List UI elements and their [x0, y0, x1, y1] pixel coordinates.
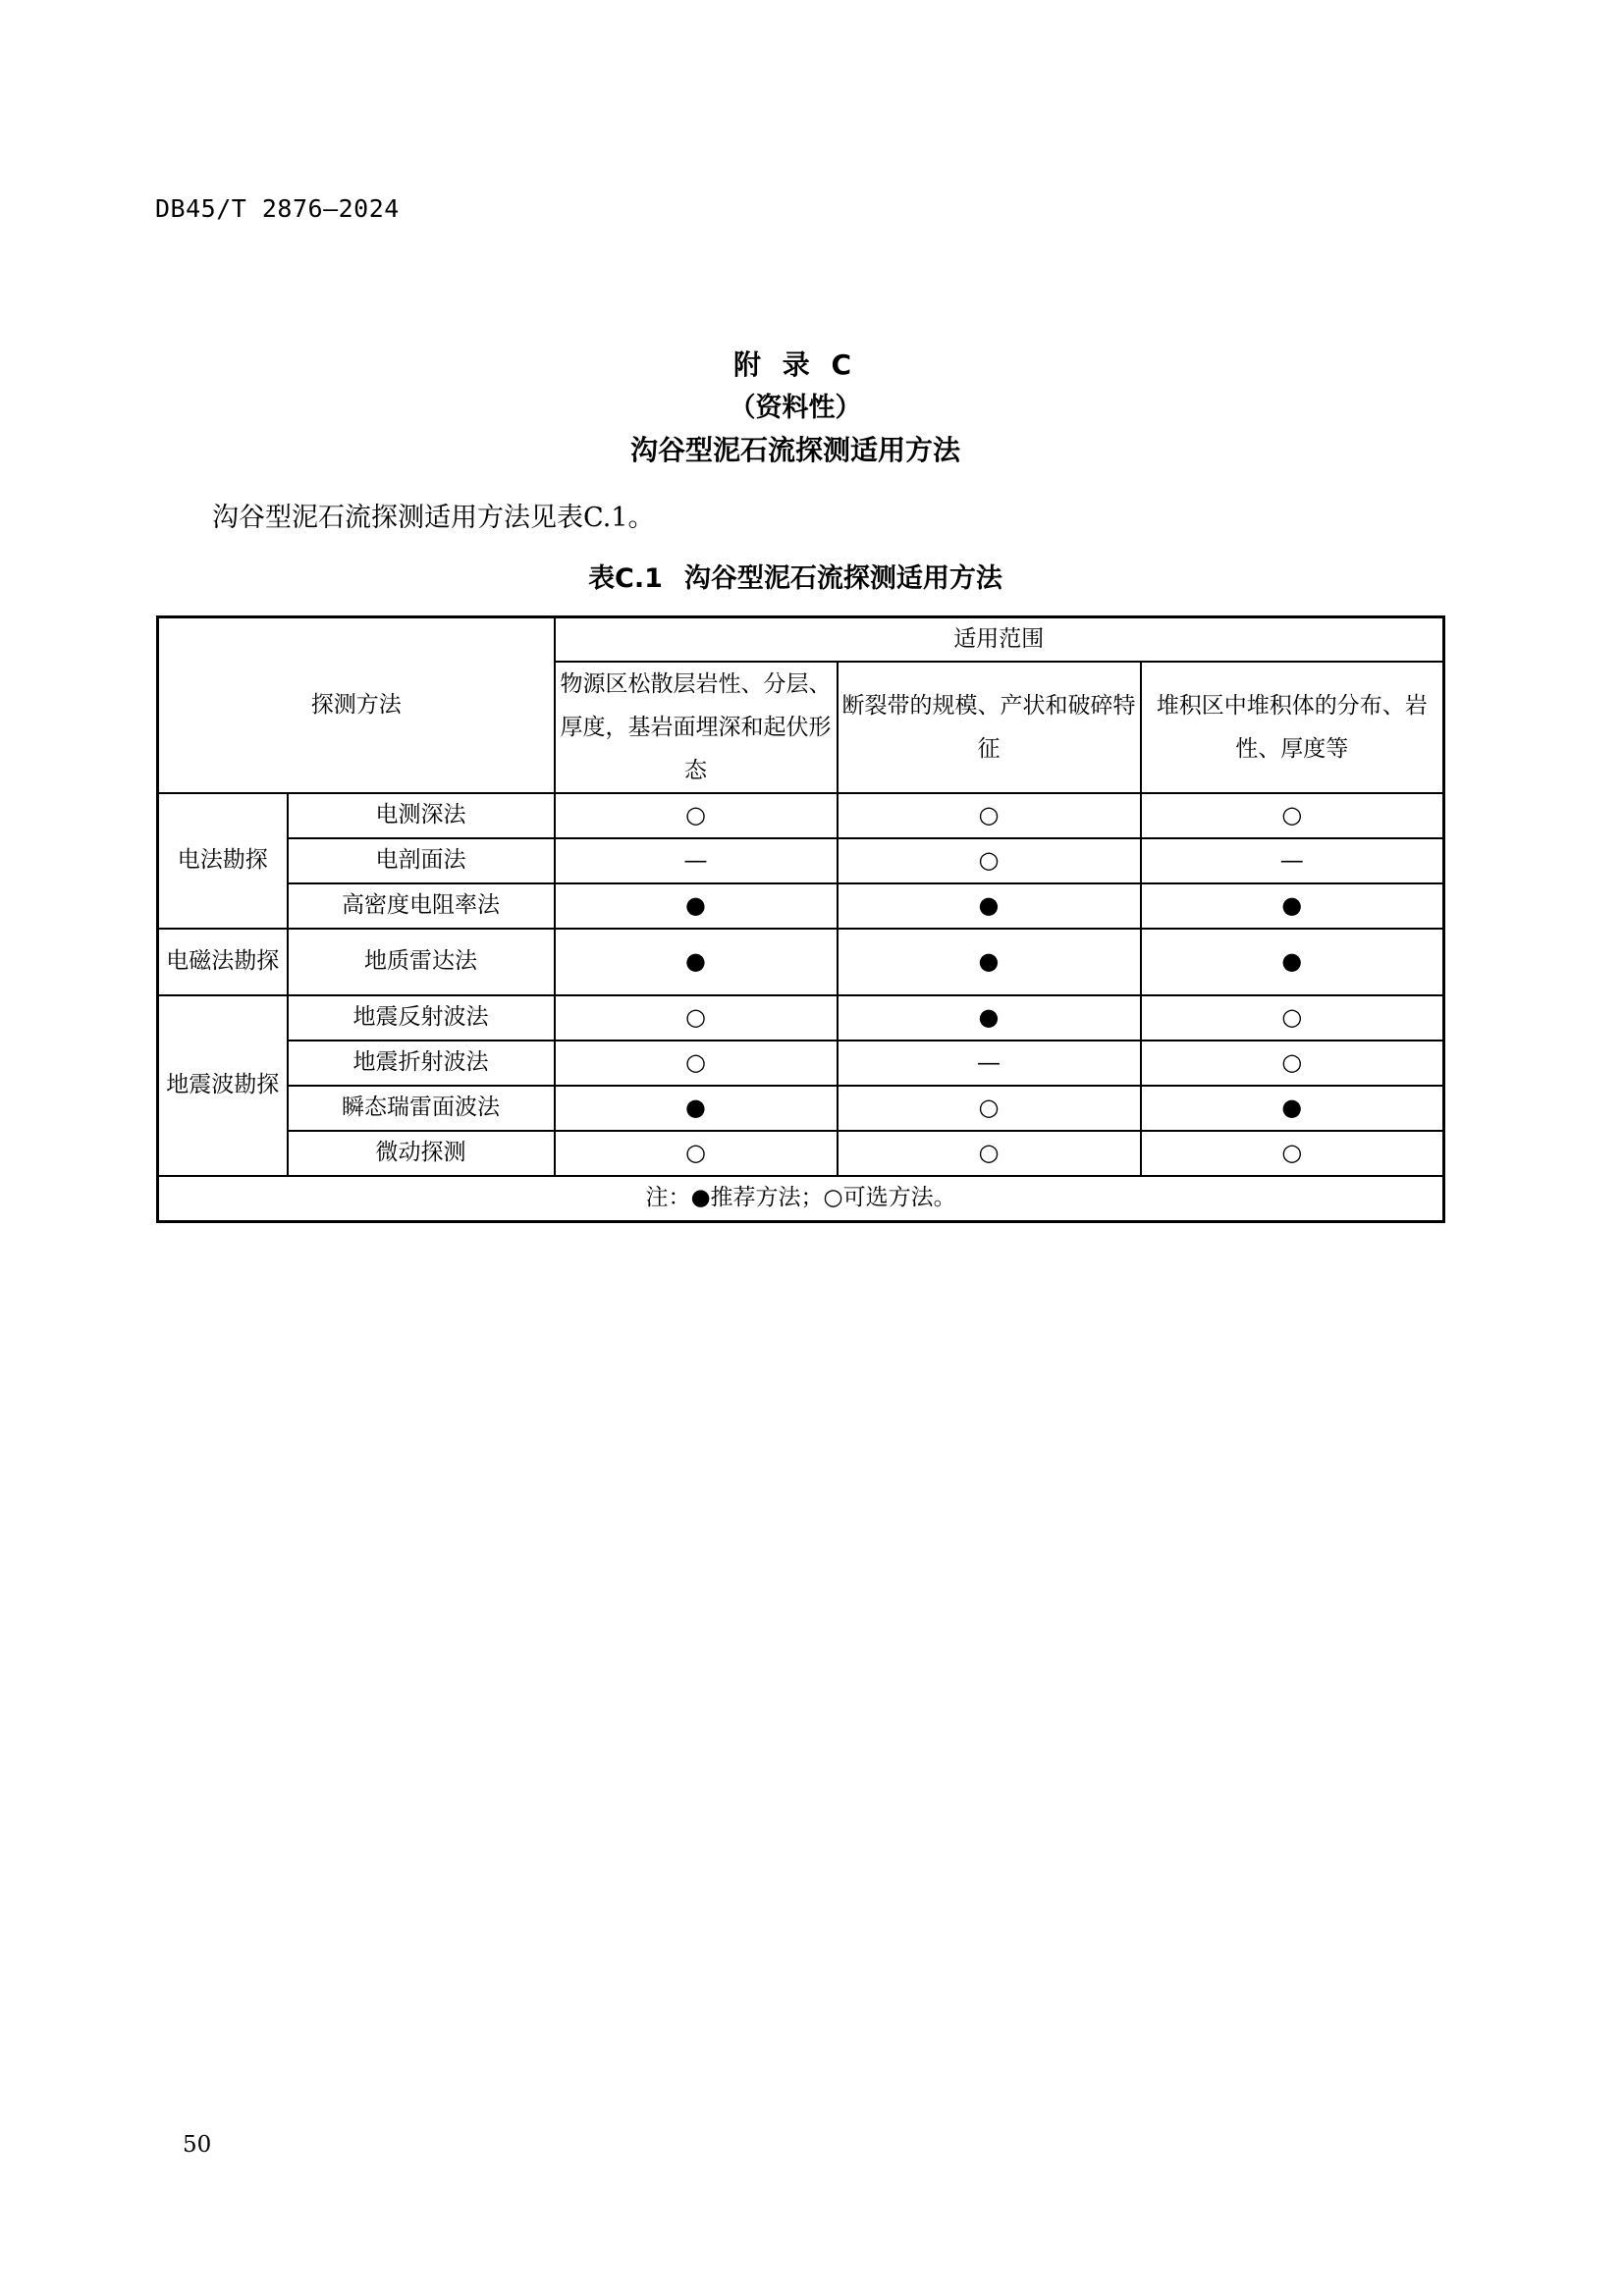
table-row	[158, 793, 1444, 838]
table-header-row	[158, 617, 1444, 663]
method-name: 高密度电阻率法	[288, 883, 555, 929]
symbol-cell: ○	[1141, 1131, 1444, 1176]
scope-column-2: 断裂带的规模、产状和破碎特征	[838, 662, 1141, 793]
symbol-cell: ●	[555, 929, 838, 995]
method-name: 瞬态瑞雷面波法	[288, 1086, 555, 1131]
appendix-kind: （资料性）	[729, 393, 862, 423]
scope-column-3: 堆积区中堆积体的分布、岩性、厚度等	[1141, 662, 1444, 793]
symbol-cell: ○	[555, 1131, 838, 1176]
table-row	[158, 883, 1444, 929]
document-code: DB45/T 2876—2024	[155, 194, 400, 223]
symbol-cell: —	[838, 1041, 1141, 1086]
header-scope: 适用范围	[555, 617, 1444, 663]
table-row	[158, 1041, 1444, 1086]
symbol-cell: ●	[838, 929, 1141, 995]
scope-column-1: 物源区松散层岩性、分层、厚度，基岩面埋深和起伏形态	[555, 662, 838, 793]
method-name: 电剖面法	[288, 838, 555, 883]
symbol-cell: ○	[1141, 793, 1444, 838]
symbol-cell: ○	[838, 1131, 1141, 1176]
header-method: 探测方法	[158, 617, 555, 794]
symbol-cell: ●	[555, 883, 838, 929]
symbol-cell: ○	[555, 995, 838, 1041]
method-name: 地震折射波法	[288, 1041, 555, 1086]
symbol-cell: ○	[1141, 1041, 1444, 1086]
symbol-cell: ●	[838, 883, 1141, 929]
symbol-cell: ○	[555, 1041, 838, 1086]
symbol-cell: ●	[555, 1086, 838, 1131]
symbol-cell: ●	[838, 995, 1141, 1041]
methods-table	[156, 615, 1445, 1223]
intro-paragraph: 沟谷型泥石流探测适用方法见表C.1。	[212, 503, 655, 533]
table-caption-title: 沟谷型泥石流探测适用方法	[683, 563, 1002, 594]
table-note-row	[158, 1176, 1444, 1222]
symbol-cell: ○	[555, 793, 838, 838]
table-note: 注：●推荐方法；○可选方法。	[158, 1176, 1444, 1222]
symbol-cell: —	[1141, 838, 1444, 883]
symbol-cell: ○	[838, 793, 1141, 838]
symbol-cell: ○	[1141, 995, 1444, 1041]
table-caption-number: 表C.1	[588, 563, 663, 594]
page-number: 50	[183, 2132, 212, 2158]
group-seismic: 地震波勘探	[158, 995, 288, 1176]
table-row	[158, 1086, 1444, 1131]
group-electrical: 电法勘探	[158, 793, 288, 929]
appendix-title: 附 录 C	[732, 348, 858, 381]
method-name: 微动探测	[288, 1131, 555, 1176]
symbol-cell: ●	[1141, 1086, 1444, 1131]
symbol-cell: ●	[1141, 929, 1444, 995]
symbol-cell: —	[555, 838, 838, 883]
symbol-cell: ●	[1141, 883, 1444, 929]
group-electromagnetic: 电磁法勘探	[158, 929, 288, 995]
table-row	[158, 995, 1444, 1041]
table-row	[158, 929, 1444, 995]
table-row	[158, 838, 1444, 883]
method-name: 地震反射波法	[288, 995, 555, 1041]
method-name: 电测深法	[288, 793, 555, 838]
table-caption	[0, 557, 1591, 595]
symbol-cell: ○	[838, 1086, 1141, 1131]
symbol-cell: ○	[838, 838, 1141, 883]
method-name: 地质雷达法	[288, 929, 555, 995]
table-row	[158, 1131, 1444, 1176]
appendix-name: 沟谷型泥石流探测适用方法	[629, 434, 960, 466]
